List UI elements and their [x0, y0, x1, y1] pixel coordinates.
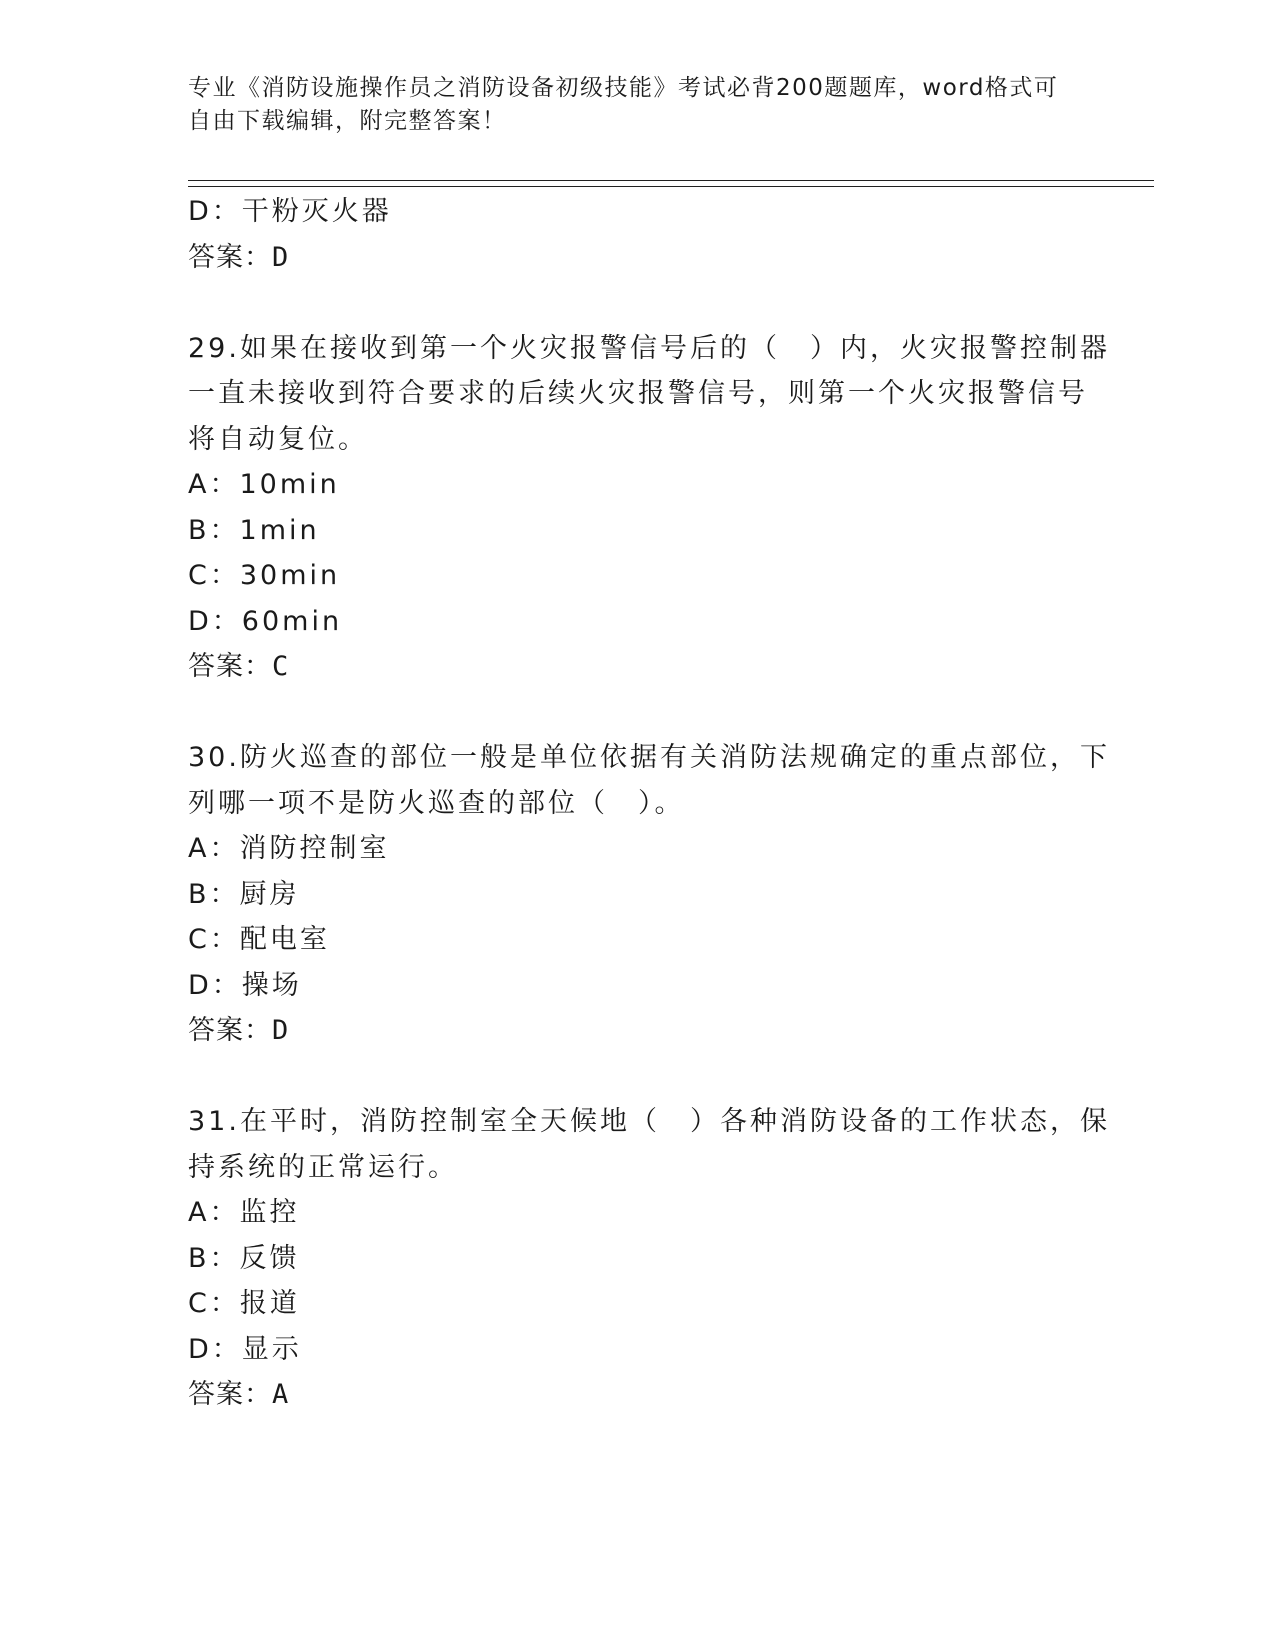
option-a: A：监控 — [188, 1197, 300, 1228]
option-d: D：干粉灭火器 — [188, 196, 392, 227]
spacer — [188, 1054, 1088, 1100]
question-31 — [188, 1099, 1110, 1418]
question-stem-line: 一直未接收到符合要求的后续火灾报警信号，则第一个火灾报警信号 — [188, 378, 1088, 409]
question-stem-line: 29.如果在接收到第一个火灾报警信号后的（ ）内，火灾报警控制器 — [188, 332, 1110, 364]
option-c: C：报道 — [188, 1288, 300, 1319]
option-d: D：60min — [188, 605, 343, 637]
question-29 — [188, 326, 1110, 690]
question-30 — [188, 735, 1110, 1054]
question-stem-line: 列哪一项不是防火巡查的部位（ ）。 — [188, 787, 685, 819]
question-stem-line: 持系统的正常运行。 — [188, 1151, 458, 1183]
option-b: B：反馈 — [188, 1242, 300, 1274]
header-line-1: 专业《消防设施操作员之消防设备初级技能》考试必背200题题库，word格式可 — [188, 75, 1059, 101]
option-d: D：显示 — [188, 1333, 302, 1365]
answer-line: 答案：D — [188, 241, 290, 273]
question-stem-line: 31.在平时，消防控制室全天候地（ ）各种消防设备的工作状态，保 — [188, 1106, 1110, 1137]
option-b: B：厨房 — [188, 878, 300, 910]
header-divider-top — [188, 180, 1154, 181]
header-divider-bottom — [188, 186, 1154, 187]
question-stem-line: 将自动复位。 — [188, 423, 368, 455]
answer-line: 答案：C — [188, 651, 290, 682]
spacer — [188, 690, 1088, 736]
document-header — [188, 72, 1088, 138]
option-c: C：配电室 — [188, 924, 330, 955]
question-list — [188, 189, 1110, 1418]
answer-line: 答案：A — [188, 1379, 290, 1410]
option-a: A：消防控制室 — [188, 833, 390, 864]
option-d: D：操场 — [188, 969, 302, 1001]
option-b: B：1min — [188, 514, 320, 546]
previous-question-tail — [188, 189, 1088, 280]
spacer — [188, 280, 1088, 326]
option-a: A：10min — [188, 469, 340, 500]
header-line-2: 自由下载编辑，附完整答案！ — [188, 108, 507, 134]
question-stem-line: 30.防火巡查的部位一般是单位依据有关消防法规确定的重点部位，下 — [188, 742, 1110, 773]
option-c: C：30min — [188, 560, 341, 591]
answer-line: 答案：D — [188, 1015, 290, 1046]
